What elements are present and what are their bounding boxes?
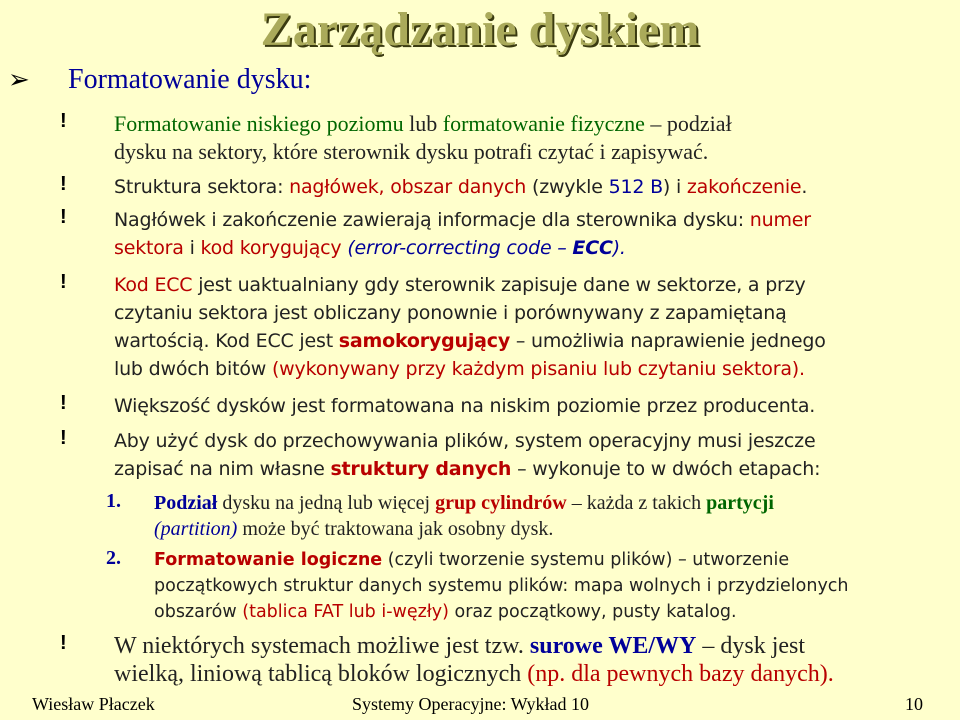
list-item-header-trailer: [114, 206, 944, 262]
text: – dysk jest: [696, 633, 806, 659]
text: ).: [612, 237, 626, 259]
list-item-os-structures: [114, 427, 944, 483]
text: lub: [403, 111, 443, 136]
text: .: [801, 176, 808, 198]
text: (zwykle: [526, 176, 609, 198]
term-header-data: nagłówek, obszar danych: [289, 176, 527, 198]
text: wartością. Kod ECC jest: [114, 330, 339, 352]
footer-page-number: 10: [905, 694, 923, 714]
list-item-raw-io: [114, 632, 944, 688]
step-partitioning: [154, 490, 774, 542]
term-sector-number: sektora: [114, 237, 184, 259]
term-low-level-format: Formatowanie niskiego poziomu: [114, 111, 404, 136]
text: ) i: [662, 176, 687, 198]
text: Nagłówek i zakończenie zawierają informacje dla sterownika dysku:: [114, 209, 750, 231]
text: czytaniu sektora jest obliczany ponownie i porównywany z zapamiętaną: [114, 302, 787, 324]
list-item-low-level-format: [114, 110, 944, 166]
term-cylinder-groups: grup cylindrów: [435, 492, 567, 514]
footer-course: Systemy Operacyjne: Wykład 10: [352, 694, 590, 714]
text: zapisać na nim własne: [114, 458, 331, 480]
exclamation-bullet-icon: !: [60, 206, 67, 228]
text: – umożliwia naprawienie jednego: [510, 330, 826, 352]
term-partitioning: Podział: [154, 492, 218, 514]
text: – podział: [644, 111, 732, 136]
text: Aby użyć dysk do przechowywania plików, system operacyjny musi jeszcze: [114, 430, 816, 452]
term-partition-english: (partition): [154, 518, 238, 540]
term-self-correcting: samokorygujący: [338, 330, 511, 352]
exclamation-bullet-icon: !: [60, 392, 67, 414]
note-fat-inodes: (tablica FAT lub i-węzły): [242, 602, 449, 622]
list-item-sector-structure: [114, 173, 944, 201]
footer-author: Wiesław Płaczek: [32, 694, 155, 714]
note-databases: (np. dla pewnych bazy danych).: [527, 661, 834, 687]
term-ecc-english: (error-correcting code –: [347, 237, 573, 259]
text: i: [183, 237, 201, 259]
step-logical-format: [154, 547, 849, 625]
exclamation-bullet-icon: !: [60, 427, 67, 449]
sector-size: 512 B: [608, 176, 663, 198]
term-ecc-abbrev: ECC: [572, 237, 613, 259]
exclamation-bullet-icon: !: [60, 110, 67, 132]
section-heading: [8, 64, 311, 96]
text: wielką, liniową tablicą bloków logicznych: [114, 661, 528, 687]
text: początkowych struktur danych systemu plików: mapa wolnych i przydzielonych: [154, 576, 849, 596]
exclamation-bullet-icon: !: [60, 271, 67, 293]
text: (czyli tworzenie systemu plików) – utworzenie: [382, 550, 790, 570]
text: lub dwóch bitów: [114, 358, 272, 380]
term-sector-number: numer: [749, 209, 811, 231]
term-ecc: kod korygujący: [200, 237, 342, 259]
list-item-ecc: [114, 271, 944, 383]
note-ecc-timing: (wykonywany przy każdym pisaniu lub czytaniu sektora).: [271, 358, 805, 380]
step-number: 1.: [106, 490, 121, 512]
section-heading-label: Formatowanie dysku:: [68, 64, 312, 95]
list-item-manufacturer: [114, 392, 944, 420]
term-raw-io: surowe WE/WY: [529, 633, 697, 659]
slide-title: Zarządzanie dyskiem: [260, 3, 700, 56]
text: W niektórych systemach możliwe jest tzw.: [114, 633, 530, 659]
text: Większość dysków jest formatowana na niskim poziomie przez producenta.: [114, 395, 816, 417]
term-ecc-code: Kod ECC: [114, 274, 193, 296]
step-number: 2.: [106, 547, 121, 569]
term-partitions: partycji: [706, 492, 774, 514]
text: może być traktowana jak osobny dysk.: [237, 518, 554, 540]
term-logical-format: Formatowanie logiczne: [154, 550, 383, 570]
term-physical-format: formatowanie fizyczne: [442, 111, 645, 136]
text: dysku na sektory, które sterownik dysku potrafi czytać i zapisywać.: [114, 139, 709, 164]
text: – wykonuje to w dwóch etapach:: [511, 458, 821, 480]
text: Struktura sektora:: [114, 176, 290, 198]
text: oraz początkowy, pusty katalog.: [448, 602, 737, 622]
text: dysku na jedną lub więcej: [217, 492, 436, 514]
text: obszarów: [154, 602, 243, 622]
exclamation-bullet-icon: !: [60, 632, 67, 654]
term-data-structures: struktury danych: [330, 458, 512, 480]
term-trailer: zakończenie: [686, 176, 802, 198]
arrowhead-outline-bullet-icon: ➢: [8, 65, 30, 94]
exclamation-bullet-icon: !: [60, 173, 67, 195]
text: – każda z takich: [566, 492, 707, 514]
text: jest uaktualniany gdy sterownik zapisuje dane w sektorze, a przy: [192, 274, 806, 296]
